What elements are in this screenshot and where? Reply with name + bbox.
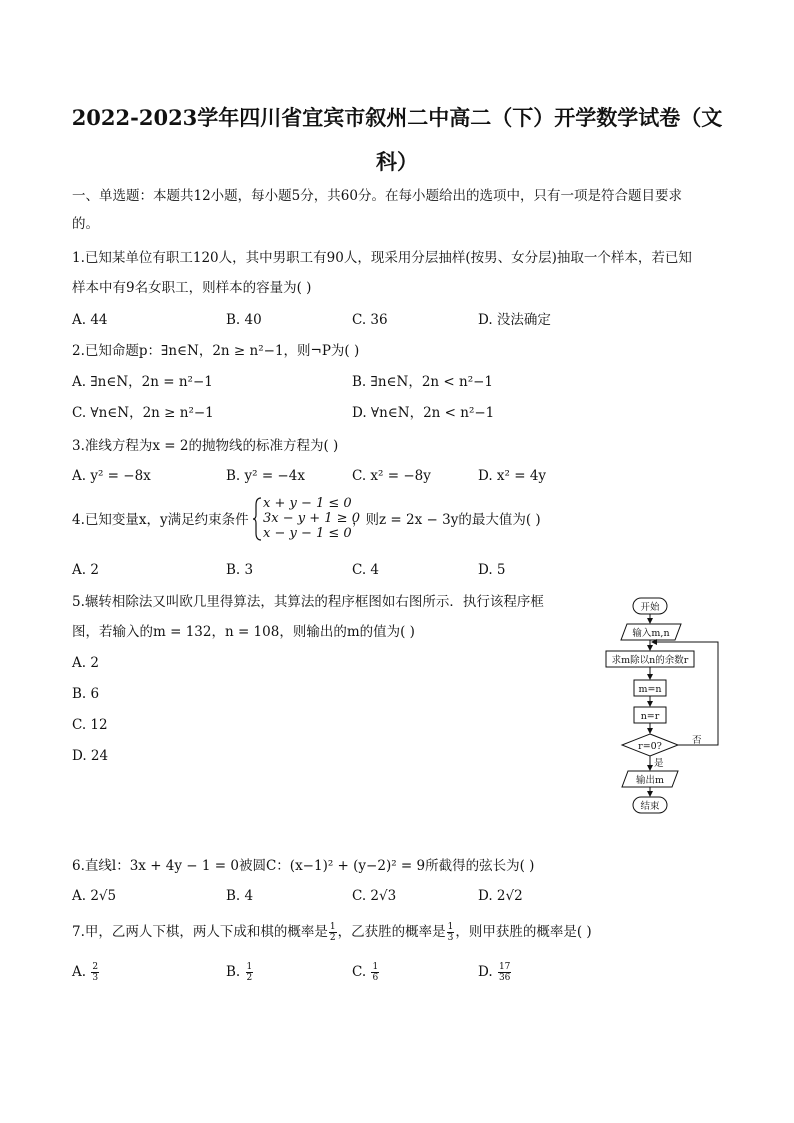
flow-assign-n-label: n=r <box>640 711 660 722</box>
q7-option-b-fraction <box>246 962 254 983</box>
q2-option-d: D. ∀n∈N，2n < n²−1 <box>352 405 495 421</box>
q7-option-b-numerator: 1 <box>246 962 253 972</box>
q5-option-a: A. 2 <box>72 655 99 671</box>
q1-stem-line1: 1.已知某单位有职工120人，其中男职工有90人，现采用分层抽样(按男、女分层)抽取一个样本，若已知 <box>72 250 692 266</box>
q5-stem-line2: 图，若输入的m = 132，n = 108，则输出的m的值为( ) <box>72 624 415 640</box>
q5-stem-line1: 5.辗转相除法又叫欧几里得算法，其算法的程序框图如右图所示．执行该程序框 <box>72 594 544 610</box>
q4-constraint-2: 3x − y + 1 ≥ 0 <box>263 511 360 526</box>
section-heading-line1: 一、单选题：本题共12小题，每小题5分，共60分。在每小题给出的选项中，只有一项是符合题目要求 <box>72 188 682 204</box>
q5-option-c: C. 12 <box>72 717 108 733</box>
q6-option-d: D. 2√2 <box>478 888 523 904</box>
q7-stem-pre: 7.甲，乙两人下棋，两人下成和棋的概率是 <box>72 924 328 940</box>
q4-constraint-3: x − y − 1 ≤ 0 <box>263 526 352 541</box>
q7-fraction-draw-denominator: 2 <box>329 933 336 943</box>
flow-output-label: 输出m <box>635 775 665 786</box>
q4-option-b: B. 3 <box>226 562 254 578</box>
q7-stem-mid: ，乙获胜的概率是 <box>337 924 446 940</box>
q7-option-a <box>72 962 100 983</box>
q7-option-c <box>352 962 380 983</box>
q4-option-a: A. 2 <box>72 562 99 578</box>
flow-decision-label: r=0? <box>638 741 662 752</box>
page-title <box>70 96 724 184</box>
q4-option-d: D. 5 <box>478 562 506 578</box>
q7-option-a-fraction <box>91 962 99 983</box>
page-title-line1: 2022-2023学年四川省宜宾市叙州二中高二（下）开学数学试卷（文 <box>71 105 723 130</box>
q2-option-c: C. ∀n∈N，2n ≥ n²−1 <box>72 405 214 421</box>
q1-option-c: C. 36 <box>352 312 388 328</box>
q1-option-a: A. 44 <box>72 312 108 328</box>
page-title-line2: 科） <box>376 149 418 174</box>
q7-option-d-fraction <box>498 962 511 983</box>
q7-option-a-denominator: 3 <box>92 973 99 983</box>
q7-fraction-draw <box>329 922 337 943</box>
q2-option-b: B. ∃n∈N，2n < n²−1 <box>352 374 494 390</box>
q7-option-d-numerator: 17 <box>498 962 511 972</box>
q3-option-a: A. y² = −8x <box>72 468 151 484</box>
q7-option-a-numerator: 2 <box>92 962 99 972</box>
q4-brace <box>253 497 263 541</box>
q7-option-b-denominator: 2 <box>246 973 253 983</box>
section-heading-line2: 的。 <box>72 216 99 232</box>
q7-option-c-numerator: 1 <box>372 962 379 972</box>
flow-remainder-label: 求m除以n的余数r <box>611 655 689 666</box>
q5-option-b: B. 6 <box>72 686 100 702</box>
q3-stem: 3.准线方程为x = 2的抛物线的标准方程为( ) <box>72 438 339 454</box>
flow-yes-label: 是 <box>654 758 664 769</box>
q7-option-d <box>478 962 512 983</box>
q2-stem: 2.已知命题p：∃n∈N，2n ≥ n²−1，则¬P为( ) <box>72 343 360 359</box>
q7-fraction-loss <box>447 922 455 943</box>
q1-option-d: D. 没法确定 <box>478 312 551 328</box>
q7-option-d-denominator: 36 <box>498 973 511 983</box>
algorithm-flowchart <box>600 596 730 816</box>
q3-option-b: B. y² = −4x <box>226 468 305 484</box>
q3-option-d: D. x² = 4y <box>478 468 547 484</box>
q7-option-b-label: B. <box>226 964 241 980</box>
q7-stem <box>72 922 592 943</box>
q1-stem-line2: 样本中有9名女职工，则样本的容量为( ) <box>72 280 312 296</box>
q7-option-d-label: D. <box>478 964 493 980</box>
q4-stem-post: ，则z = 2x − 3y的最大值为( ) <box>352 512 541 528</box>
q7-option-c-fraction <box>371 962 379 983</box>
flow-start-label: 开始 <box>640 602 660 613</box>
q6-stem: 6.直线l：3x + 4y − 1 = 0被圆C：(x−1)² + (y−2)² = 9所截得的弦长为( ) <box>72 858 535 874</box>
q7-option-a-label: A. <box>72 964 87 980</box>
q5-option-d: D. 24 <box>72 748 109 764</box>
q7-fraction-loss-denominator: 3 <box>447 933 454 943</box>
q6-option-b: B. 4 <box>226 888 254 904</box>
flow-assign-m-label: m=n <box>638 684 662 695</box>
q4-constraint-1: x + y − 1 ≤ 0 <box>263 496 352 511</box>
q4-stem-pre: 4.已知变量x，y满足约束条件 <box>72 512 249 528</box>
q1-option-b: B. 40 <box>226 312 262 328</box>
q7-option-c-denominator: 6 <box>372 973 379 983</box>
q3-option-c: C. x² = −8y <box>352 468 431 484</box>
q2-option-a: A. ∃n∈N，2n = n²−1 <box>72 374 213 390</box>
q7-fraction-loss-numerator: 1 <box>447 922 454 932</box>
q7-option-c-label: C. <box>352 964 367 980</box>
q6-option-a: A. 2√5 <box>72 888 117 904</box>
q6-option-c: C. 2√3 <box>352 888 397 904</box>
flow-input-label: 输入m,n <box>632 628 670 639</box>
q4-option-c: C. 4 <box>352 562 380 578</box>
q7-fraction-draw-numerator: 1 <box>329 922 336 932</box>
q7-option-b <box>226 962 254 983</box>
q7-stem-post: ，则甲获胜的概率是( ) <box>455 924 592 940</box>
flow-no-label: 否 <box>692 735 702 746</box>
flow-end-label: 结束 <box>640 801 660 812</box>
